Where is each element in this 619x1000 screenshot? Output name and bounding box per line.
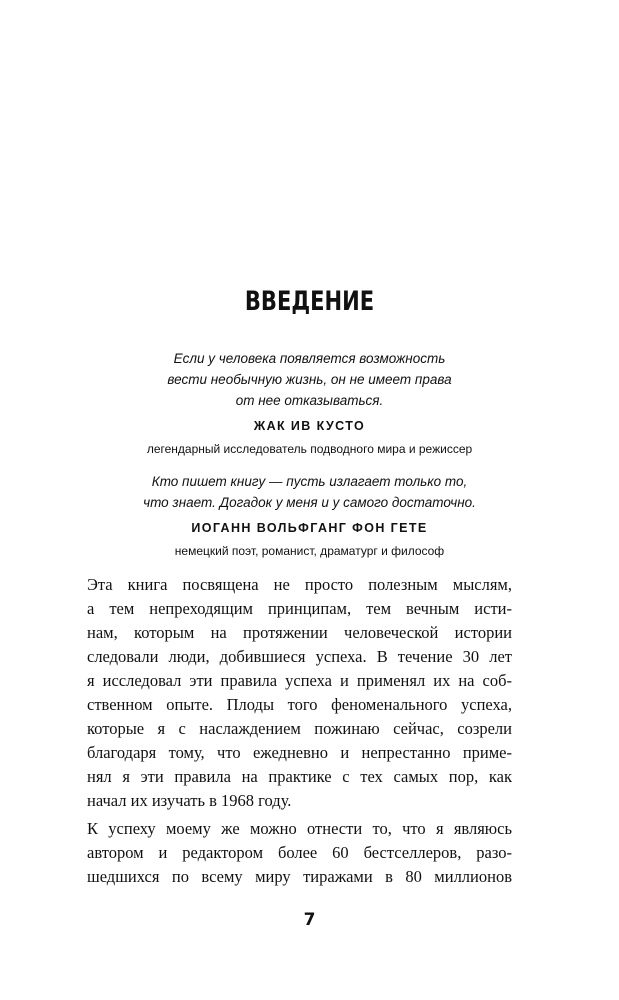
epigraph-line: Если у человека появляется возможность [173,351,446,366]
text-line: а тем непреходящим принципам, тем вечным исти- [87,599,512,618]
epigraph-line: что знает. Догадок у меня и у самого достаточно. [143,495,476,510]
body-paragraph-1 [87,573,512,813]
epigraph-1-role: легендарный исследователь подводного мира и режиссер [146,442,473,456]
epigraph-2-quote [80,471,539,513]
epigraph-2-author: ИОГАНН ВОЛЬФГАНГ ФОН ГЕТЕ [191,521,428,535]
body-paragraph-2 [87,817,512,889]
text-line: я исследовал эти правила успеха и применял их на соб- [87,671,512,690]
text-line: автором и редактором более 60 бестселлеров, разо- [87,843,512,862]
epigraph-line: от нее отказываться. [235,393,384,408]
epigraph-1-quote [80,348,539,411]
page-number: 7 [303,910,316,930]
chapter-title: ВВЕДЕНИЕ [244,286,375,317]
text-line: нял я эти правила на практике с тех самых пор, как [87,767,512,786]
text-line: благодаря тому, что ежедневно и непрестанно приме- [87,743,512,762]
text-line: К успеху моему же можно отнести то, что я являюсь [87,819,512,838]
text-line: которые я с наслаждением пожинаю сейчас, созрели [87,719,512,738]
text-line: ственном опыте. Плоды того феноменального успеха, [87,695,512,714]
epigraph-2-role: немецкий поэт, романист, драматург и философ [174,544,445,558]
epigraph-line: Кто пишет книгу — пусть излагает только то, [151,474,468,489]
text-line: нам, которым на протяжении человеческой истории [87,623,512,642]
text-line: Эта книга посвящена не просто полезным мыслям, [87,575,512,594]
text-line: шедшихся по всему миру тиражами в 80 миллионов [87,867,512,886]
epigraph-1-author: ЖАК ИВ КУСТО [253,419,366,433]
text-line: следовали люди, добившиеся успеха. В течение 30 лет [87,647,512,666]
epigraph-line: вести необычную жизнь, он не имеет права [167,372,452,387]
text-line: начал их изучать в 1968 году. [87,791,292,810]
